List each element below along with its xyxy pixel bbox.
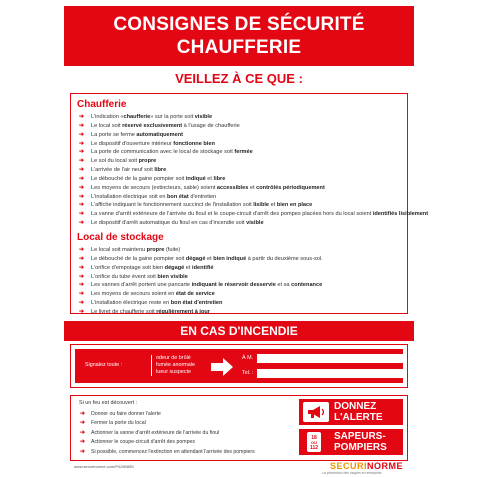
chaufferie-item-text: fermée — [234, 149, 253, 156]
chaufferie-item-text: réservé exclusivement — [122, 122, 183, 129]
stockage-list — [77, 246, 407, 317]
arrow-bullet-icon: ➔ — [79, 140, 85, 147]
chaufferie-item — [77, 122, 407, 131]
arrow-bullet-icon: ➔ — [80, 439, 86, 446]
fire-step-item — [79, 429, 255, 438]
arrow-bullet-icon: ➔ — [79, 300, 85, 307]
stockage-item-text: à partir du deuxième sous-sol. — [246, 255, 323, 262]
securinorme-logo — [330, 461, 403, 471]
chaufferie-item — [77, 131, 407, 140]
phone-digits-112: 112 — [309, 445, 319, 451]
arrow-bullet-icon: ➔ — [79, 158, 85, 165]
stockage-item-text: Le local soit maintenu — [91, 246, 147, 253]
chaufferie-item — [77, 140, 407, 149]
arrow-bullet-icon: ➔ — [79, 308, 85, 315]
fire-banner: EN CAS D'INCENDIE — [64, 321, 414, 341]
stockage-item-text: bien visible — [157, 273, 188, 280]
chaufferie-item-text: et — [205, 175, 214, 182]
chaufferie-item-text: accessibles — [216, 184, 249, 191]
contact-phone-label: Tel. : — [242, 370, 254, 376]
chaufferie-list — [77, 113, 429, 228]
chaufferie-item-text: L'affiche indiquant le fonctionnement succinct de l'installation soit — [91, 202, 254, 209]
arrow-bullet-icon: ➔ — [79, 114, 85, 120]
arrow-bullet-icon: ➔ — [79, 184, 85, 191]
fire-step-text: Actionner la vanne d'arrêt extérieure de l'arrivée du fioul — [91, 429, 220, 436]
reason-glow: lueur suspecte — [156, 369, 192, 375]
chaufferie-item-text: visible — [246, 220, 264, 227]
arrow-bullet-icon: ➔ — [79, 246, 85, 253]
report-reasons — [151, 355, 195, 376]
phone-digits-or: OU — [311, 440, 317, 445]
chaufferie-item-text: Le dispositif d'ouverture intérieur — [91, 140, 174, 147]
stockage-item-text: Le livret de chaufferie soit — [91, 308, 157, 315]
chaufferie-item-text: Le sol du local soit — [91, 158, 139, 165]
fire-step-item — [79, 448, 255, 457]
chaufferie-item-text: contrôlés périodiquement — [256, 184, 325, 191]
firefighters-callout — [299, 429, 403, 455]
chaufferie-item — [77, 148, 407, 157]
report-label: Signalez toute : — [85, 362, 123, 368]
arrow-bullet-icon: ➔ — [79, 211, 85, 218]
arrow-bullet-icon: ➔ — [79, 220, 85, 227]
phone-icon — [303, 432, 329, 452]
fire-step-text: Actionner le coupe-circuit d'arrêt des pompes — [91, 439, 195, 446]
fire-step-text: Si possible, commencez l'extinction en attendant l'arrivée des pompiers — [91, 448, 255, 455]
stockage-item-text: dégagé — [164, 264, 185, 271]
reason-smoke: fumée anormale — [156, 362, 195, 368]
arrow-bullet-icon: ➔ — [79, 273, 85, 280]
stockage-item-text: (fuite) — [164, 246, 181, 253]
chaufferie-item-text: automatiquement — [136, 131, 184, 138]
stockage-item — [77, 299, 407, 308]
chaufferie-item-text: L'indication « — [91, 114, 124, 120]
arrow-bullet-icon: ➔ — [79, 202, 85, 209]
chaufferie-item-text: à l'usage de chaufferie — [182, 122, 240, 129]
fire-step-item — [79, 410, 255, 419]
arrow-bullet-icon: ➔ — [80, 420, 86, 427]
arrow-bullet-icon: ➔ — [80, 448, 86, 455]
arrow-right-icon — [211, 358, 233, 376]
arrow-bullet-icon: ➔ — [79, 255, 85, 262]
stockage-item-text: contenance — [291, 282, 323, 289]
chaufferie-item — [77, 157, 407, 166]
arrow-bullet-icon: ➔ — [79, 167, 85, 174]
stockage-item-text: et — [184, 264, 193, 271]
chaufferie-item-text: La vanne d'arrêt extérieure de l'arrivée du fioul et le coupe-circuit d'arrêt des pompes placées hors du local soient — [91, 211, 373, 218]
chaufferie-item-text: propre — [138, 158, 157, 165]
fire-step-item — [79, 419, 255, 428]
chaufferie-item-text: et — [269, 202, 277, 209]
arrow-bullet-icon: ➔ — [79, 122, 85, 129]
chaufferie-item-text: d'entretien — [188, 193, 217, 200]
section-heading-chaufferie: Chaufferie — [77, 99, 127, 110]
stockage-item — [77, 255, 407, 264]
chaufferie-item-text: indiqué — [185, 175, 206, 182]
logo-tagline: La prévention des risques en entreprise — [322, 471, 382, 475]
stockage-item-text: et sa — [275, 282, 292, 289]
chaufferie-item-text: Le dispositif d'arrêt automatique du fioul en cas d'incendie soit — [91, 220, 247, 227]
section-heading-stockage: Local de stockage — [77, 231, 164, 243]
stockage-item-text: Le débouché de la gaine pompier soit — [91, 255, 186, 262]
fire-steps-box — [70, 395, 408, 461]
phone-digits-18: 18 — [311, 435, 317, 441]
arrow-bullet-icon: ➔ — [79, 149, 85, 156]
footer-url: www.securinorme.com/P4280855 — [74, 464, 134, 469]
chaufferie-item — [77, 175, 407, 184]
arrow-bullet-icon: ➔ — [79, 282, 85, 289]
stockage-item-text: L'orifice du tube évent soit — [91, 273, 158, 280]
report-panel — [75, 349, 403, 383]
chaufferie-item-text: Le local soit — [91, 122, 123, 129]
chaufferie-item-text: libre — [213, 175, 226, 182]
stockage-item-text: dégagé — [185, 255, 206, 262]
chaufferie-item-text: identifiés lisiblement — [372, 211, 429, 218]
chaufferie-item-text: L'installation électrique soit en — [91, 193, 168, 200]
reason-smell: odeur de brûlé — [156, 355, 191, 361]
title-banner — [64, 6, 414, 66]
poster-title-line2: CHAUFFERIE — [176, 37, 302, 58]
fire-steps-list — [79, 410, 255, 457]
chaufferie-item — [77, 113, 407, 122]
stockage-item-text: Les moyens de secours soient en — [91, 291, 176, 298]
chaufferie-item — [77, 184, 407, 193]
logo-part-securi: SECURI — [330, 461, 368, 471]
fire-step-text: Fermer la porte du local — [91, 420, 146, 427]
alert-callout — [299, 399, 403, 425]
alert-callout-text — [334, 401, 383, 423]
stockage-item-text: état de service — [175, 291, 215, 298]
chaufferie-item — [77, 201, 407, 210]
stockage-item-text: et — [205, 255, 214, 262]
fire-step-text: Donner ou faire donner l'alerte — [91, 411, 161, 417]
stockage-item — [77, 246, 407, 255]
chaufferie-item-text: lisible — [253, 202, 270, 209]
chaufferie-item-text: Le débouché de la gaine pompier soit — [91, 175, 186, 182]
firefighters-callout-text — [334, 431, 387, 453]
arrow-bullet-icon: ➔ — [79, 131, 85, 138]
stockage-item — [77, 264, 407, 273]
arrow-bullet-icon: ➔ — [79, 291, 85, 298]
contact-phone-field[interactable] — [257, 369, 403, 378]
chaufferie-item-text: bien en place — [276, 202, 313, 209]
chaufferie-item — [77, 219, 407, 228]
chaufferie-item-text: chaufferie — [123, 114, 151, 120]
report-box — [70, 344, 408, 388]
chaufferie-item — [77, 193, 407, 202]
stockage-item-text: bon état d'entretien — [170, 300, 223, 307]
fire-step-item — [79, 438, 255, 447]
chaufferie-item-text: » sur la porte soit — [150, 114, 195, 120]
stockage-item-text: L'installation électrique reste en — [91, 300, 171, 307]
chaufferie-item-text: Les moyens de secours (extincteurs, sable) soient — [91, 184, 217, 191]
arrow-bullet-icon: ➔ — [79, 264, 85, 271]
stockage-item — [77, 290, 407, 299]
stockage-item-text: régulièrement à jour — [156, 308, 210, 315]
alert-line2: L'ALERTE — [334, 412, 383, 423]
chaufferie-item-text: libre — [154, 167, 167, 174]
arrow-bullet-icon: ➔ — [79, 193, 85, 200]
chaufferie-item-text: La porte de communication avec le local de stockage soit — [91, 149, 235, 156]
stockage-item-text: bien indiqué — [213, 255, 247, 262]
contact-name-field[interactable] — [257, 354, 403, 363]
stockage-item — [77, 308, 407, 317]
stockage-item-text: L'orifice d'empotage soit bien — [91, 264, 165, 271]
contact-name-label: À M. — [242, 355, 254, 361]
checklist-box — [70, 93, 429, 315]
chaufferie-item — [77, 166, 407, 175]
poster-subtitle: VEILLEZ À CE QUE : — [175, 71, 303, 86]
poster-title-line1: CONSIGNES DE SÉCURITÉ — [113, 14, 365, 35]
stockage-item-text: propre — [146, 246, 165, 253]
chaufferie-item — [77, 210, 429, 219]
megaphone-icon — [303, 402, 329, 422]
chaufferie-item-text: L'arrivée de l'air neuf soit — [91, 167, 155, 174]
chaufferie-item-text: visible — [194, 114, 213, 120]
fire-steps-intro: Si un feu est découvert : — [79, 400, 138, 406]
logo-part-norme: NORME — [367, 461, 404, 471]
stockage-item — [77, 281, 407, 290]
arrow-bullet-icon: ➔ — [80, 429, 86, 436]
safety-poster — [64, 6, 429, 475]
chaufferie-item-text: La porte se ferme — [91, 131, 137, 138]
arrow-bullet-icon: ➔ — [80, 411, 86, 417]
firefighters-line1: SAPEURS- — [334, 431, 386, 442]
stockage-item-text: identifié — [192, 264, 214, 271]
alert-line1: DONNEZ — [334, 401, 377, 412]
stockage-item-text: indiquant le réservoir desservie — [191, 282, 276, 289]
chaufferie-item-text: fonctionne bien — [173, 140, 215, 147]
stockage-item — [77, 273, 407, 282]
chaufferie-item-text: et — [248, 184, 257, 191]
chaufferie-item-text: bon état — [167, 193, 189, 200]
stockage-item-text: Les vannes d'arrêt portent une pancarte — [91, 282, 192, 289]
arrow-bullet-icon: ➔ — [79, 175, 85, 182]
firefighters-line2: POMPIERS — [334, 442, 387, 453]
